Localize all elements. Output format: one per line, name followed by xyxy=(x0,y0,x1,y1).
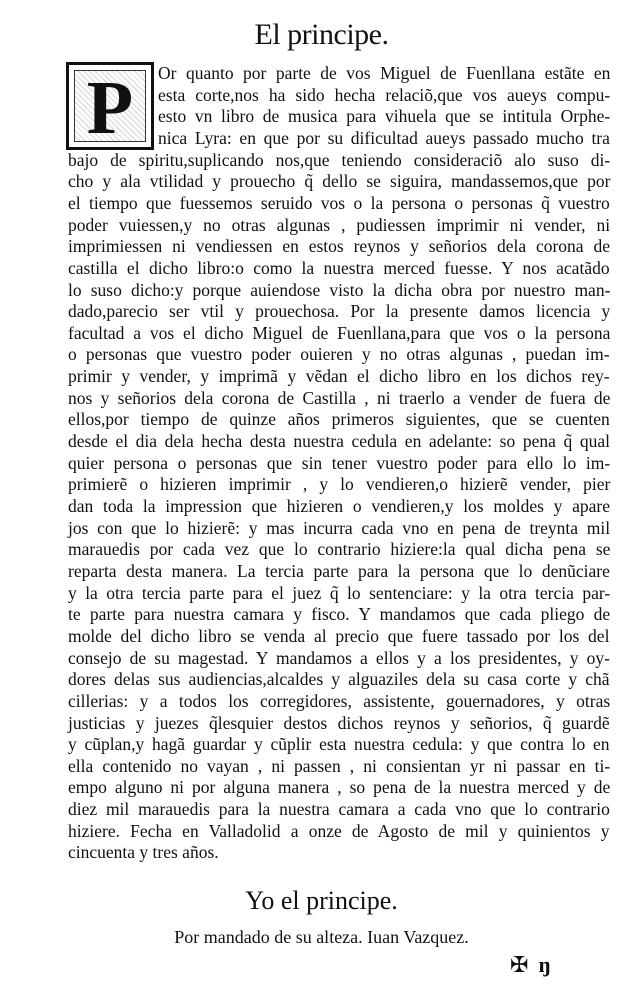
page-title: El principe. xyxy=(254,18,389,51)
text-line: molde del dicho libro se venda al precio que fuere tassado por los del xyxy=(68,625,610,646)
text-line: esto vn libro de musica para vihuela que se intitula Orphe- xyxy=(158,106,611,127)
text-line: poder vuiessen,y no otras algunas , pudiessen imprimir ni vender, ni xyxy=(68,214,611,235)
signature: Yo el principe. xyxy=(245,886,398,915)
text-line: esta corte,nos ha sido hecha relaciõ,que vos aueys compu- xyxy=(158,84,611,105)
text-line: castilla el dicho libro:o como la nuestra merced fuesse. Y nos acatãdo xyxy=(68,257,610,278)
initial-letter: P xyxy=(86,66,134,150)
text-line: ellos,por tiempo de quinze años primeros siguientes, que se cuenten xyxy=(68,409,610,430)
text-line: facultad a vos el dicho Miguel de Fuenllana,para que vos o la persona xyxy=(68,322,611,343)
text-line: dan toda la impression que hizieren o vendieren,y los moldes y apare xyxy=(68,496,611,516)
text-line: el tiempo que fuessemos seruido vos o la persona o personas q̃ vuestro xyxy=(68,192,610,213)
rubric-mark: ŋ xyxy=(538,952,551,977)
text-line: diez mil marauedis para la nuestra camara a cada vno que lo contrario xyxy=(68,799,610,820)
text-line: cillerias: y a todos los corregidores, assistente, gouernadores, y otras xyxy=(68,690,611,711)
text-line: jos con que lo hizierẽ: y mas incurra cada vno en pena de treynta mil xyxy=(68,517,611,538)
text-line: ella contenido no vayan , ni passen , ni consientan yr ni passar en ti- xyxy=(68,755,611,776)
text-line: desde el dia dela hecha desta nuestra cedula en adelante: so pena q̃ qual xyxy=(68,431,610,452)
text-line: dores delas sus audiencias,alcaldes y alguaziles dela su casa corte y chã xyxy=(68,669,610,690)
text-line: lo suso dicho:y porque auiendose visto la dicha obra por nuestro man- xyxy=(68,279,611,300)
text-line: primir y vender, y imprimã y vẽdan el dicho libro en los dichos rey- xyxy=(68,366,610,387)
text-line: o personas que vuestro poder ouieren y no otras algunas , puedan im- xyxy=(68,344,610,365)
text-line: hiziere. Fecha en Valladolid a onze de Agosto de mil y quinientos y xyxy=(68,820,610,841)
subscription: Por mandado de su alteza. Iuan Vazquez. xyxy=(174,927,469,947)
printer-mark xyxy=(510,950,570,980)
text-line: consejo de su magestad. Y mandamos a ellos y a los presidentes, y oy- xyxy=(68,647,610,668)
text-line: cho y ala vtilidad y prouecho q̃ dello se siguira, mandassemos,que por xyxy=(68,171,611,192)
cross-icon: ✠ xyxy=(510,952,529,977)
text-line: cincuenta y tres años. xyxy=(68,842,219,863)
text-line: bajo de spiritu,suplicando nos,que teniendo consideraciõ alo suso di- xyxy=(68,149,611,170)
text-line: y la otra tercia parte para el juez q̃ lo sentenciare: y la otra tercia par- xyxy=(68,582,611,603)
text-line: primierẽ o hizieren imprimir , y lo vendieren,o hizierẽ vender, pier xyxy=(68,474,611,495)
text-line: te parte para nuestra camara y fisco. Y mandamos que cada pliego de xyxy=(68,604,611,625)
text-line: reparta desta manera. La tercia parte para la persona que lo denũciare xyxy=(68,560,610,581)
text-line: quier persona o personas que sin tener vuestro poder para ello lo im- xyxy=(68,452,611,473)
text-line: Or quanto por parte de vos Miguel de Fuenllana estãte en xyxy=(158,63,611,83)
text-line: y cũplan,y hagã guardar y cũplir esta nuestra cedula: y que contra lo en xyxy=(68,734,610,755)
text-line: nica Lyra: en que por su dificultad aueys passado mucho tra xyxy=(158,127,610,148)
text-line: nos y señorios dela corona de Castilla , ni traerlo a vender de fuera de xyxy=(68,387,611,408)
text-line: justicias y juezes q̃lesquier destos dichos reynos y señorios, q̃ guardẽ xyxy=(68,712,610,733)
text-line: marauedis por cada vez que lo contrario hiziere:la qual dicha pena se xyxy=(68,539,611,560)
decorated-initial xyxy=(66,62,154,150)
text-line: imprimiessen ni vendiessen en estos reynos y señorios dela corona de xyxy=(68,236,610,257)
text-line: empo alguno ni por alguna manera , so pena de la nuestra merced y de xyxy=(68,777,611,798)
text-line: dado,parecio ser vtil y prouechosa. Por la presente damos licencia y xyxy=(68,301,611,322)
